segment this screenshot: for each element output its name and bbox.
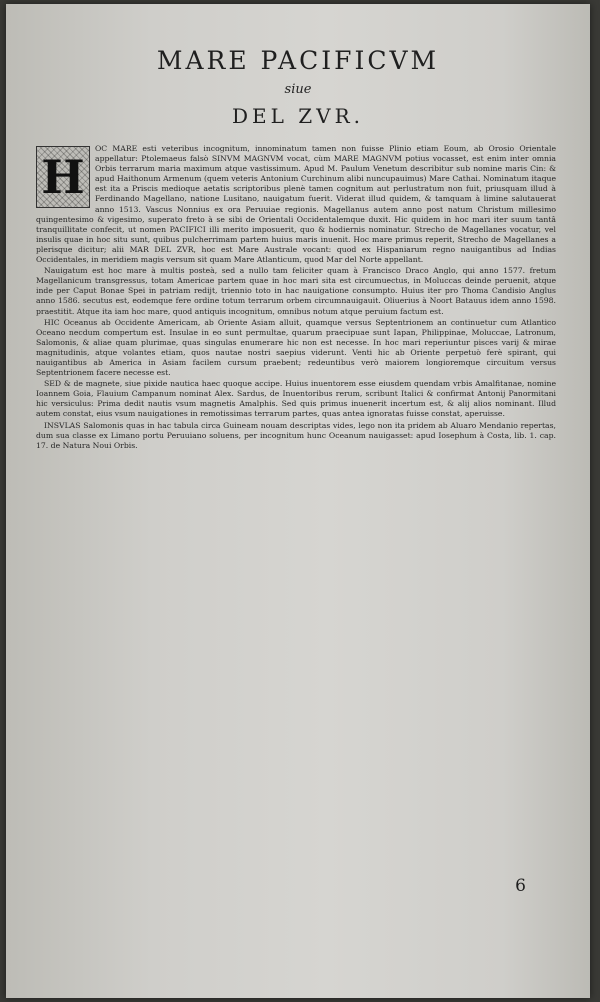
paragraph: OC MARE esti veteribus incognitum, innominatum tamen non fuisse Plinio etiam Eoum, ab Orosio Orientale appellatur: Ptolemaeus falsò SINVM MAGNVM vocat, cùm MARE MAGNVM potius vocasset, est enim inter omnia Orbis terrarum maria maximum atque vastissimum. Apud M. Paulum Venetum describitur sub nomine maris Cin: & apud Haithonum Armenum (quem veteris Antonium Curchinum alibi nuncupauimus) Mare Cathai. Nominatum itaque est ita a Priscis medioque aetatis scriptoribus plenè tamen cognitum aut perlustratum non fuit, priusquam illud à Ferdinando Magellano, natione Lusitano, nauigatum fuerit. Viderat illud quidem, & tamquam à limine salutauerat anno 1513. Vascus Nonnius ex ora Peruuiae regionis. Magellanus autem anno post natum Christum millesimo quingentesimo & vigesimo, superato freto à se sibi de Orientali Occidentalemque duxit. Hic quidem in hoc mari iter suum tantâ tranquillitate confecit, ut nomen PACIFICI illi merito imposuerit, quo & hodiernis nominatur. Strecho de Magellanes vocatur, vel insulis quae in hoc situ sunt, quibus pulcherrimam partem huius maris inuenit. Hoc mare primus reperit, Strecho de Magellanes a plerisque dicitur; alii MAR DEL ZVR, hoc est Mare Australe vocant: quod ex Hispaniarum regno nauigantibus ad Indias Occidentales, in meridiem magis versum sit quam Mare Atlanticum, quod Mar del Norte appellant. [36, 144, 556, 265]
drop-cap: H [36, 146, 90, 208]
paragraph: Nauigatum est hoc mare à multis posteà, sed a nullo tam feliciter quam à Francisco Draco Anglo, qui anno 1577. fretum Magellanicum transgressus, totam Americae partem quae in hoc mari sita est circumuectus, in Moluccas deinde peruenit, atque inde per Caput Bonae Spei in patriam redijt, triennio toto in hac nauigatione consumpto. Huius iter pro Thoma Candisio Anglus anno 1586. secutus est, eodemque fere ordine totum terrarum orbem circumnauigauit. Oliuerius à Noort Batauus idem anno 1598. praestitit. Atque ita iam hoc mare, quod antiquis incognitum, omnibus notum atque peruium factum est. [36, 266, 556, 316]
page-number: 6 [515, 876, 526, 896]
paragraph: INSVLAS Salomonis quas in hac tabula circa Guineam nouam descriptas vides, lego non ita pridem ab Aluaro Mendanio repertas, dum sua classe ex Limano portu Peruuiano soluens, per incognitum hunc Oceanum nauigasset: apud Iosephum à Costa, lib. 1. cap. 17. de Natura Noui Orbis. [36, 420, 556, 450]
body-text [36, 144, 556, 869]
page-title: MARE PACIFICVM [156, 46, 440, 75]
paragraph: HIC Oceanus ab Occidente Americam, ab Oriente Asiam alluit, quamque versus Septentrionem an continuetur cum Atlantico Oceano necdum compertum est. Insulae in eo sunt permultae, quarum praecipuae sunt Iapan, Philippinae, Moluccae, Latronum, Salomonis, & aliae quam plurimae, quas singulas enumerare hic non est necesse. In hoc mari reperiuntur pisces varij & mirae magnitudinis, atque volantes etiam, quos nautae nostri saepius viderunt. Venti hic ab Oriente perpetuò ferè spirant, qui nauigantibus ab America in Asiam facilem cursum praebent; redeuntibus verò maiorem longioremque circuitum versus Septentrionem facere necesse est. [36, 317, 556, 378]
page [6, 4, 590, 998]
page-subtitle: siue [284, 82, 312, 97]
section-heading: DEL ZVR. [231, 104, 365, 128]
paragraph: SED & de magnete, siue pixide nautica haec quoque accipe. Huius inuentorem esse eiusdem quendam vrbis Amalfitanae, nomine Ioannem Goia, Flauium Campanum nominat Alex. Sardus, de Inuentoribus rerum, scribunt Italici & confirmat Antonij Panormitani hic versiculus: Prima dedit nautis vsum magnetis Amalphis. Sed quis primus inuenerit incertum est, & alij alios nominant. Illud autem constat, eius vsum nauigationes in remotissimas terrarum partes, quas antea ignoratas fuisse constat, aperuisse. [36, 379, 556, 419]
